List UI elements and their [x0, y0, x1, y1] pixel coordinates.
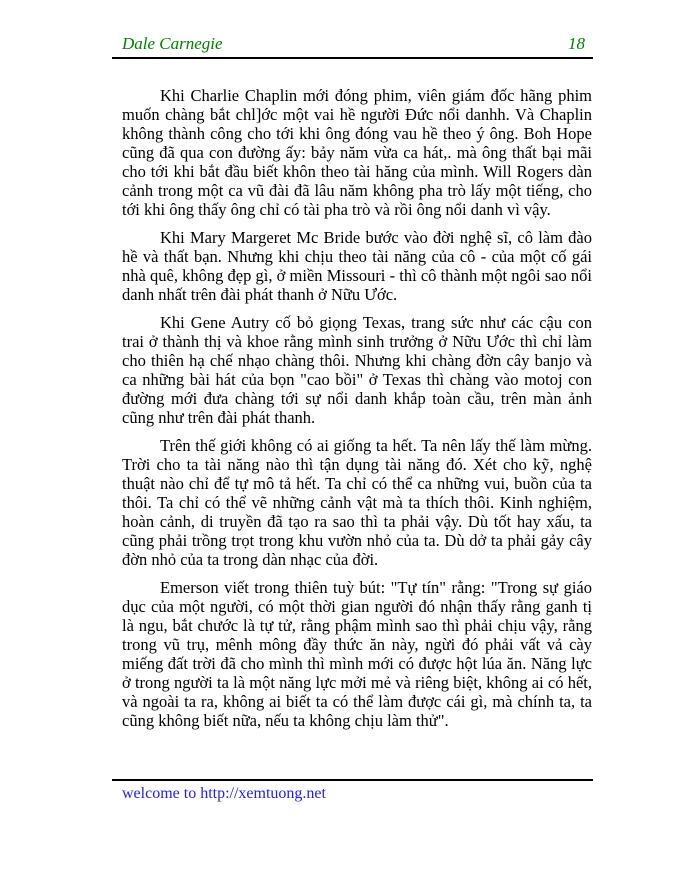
header-page-number: 18 [568, 34, 585, 53]
paragraph: Khi Charlie Chaplin mới đóng phim, viên giám đốc hãng phim muốn chàng bắt chl]ớc một vai hề người Đức nổi danhh. Và Chaplin không thành công cho tới khi ông đóng vau hề theo ý ông. Boh Hope cũng đã qua con đường ấy: bảy năm vừa ca hát,. mà ông thất bại mãi cho tới khi bắt đầu biết khôn theo tài hăng của mình. Will Rogers dàn cảnh trong một ca vũ đài đã lâu năm không pha trò lấy một tiếng, cho tới khi ông thấy ông chỉ có tài pha trò và rồi ông nổi danh vì vậy. [122, 86, 592, 219]
page-footer [112, 779, 593, 803]
paragraph: Trên thế giới không có ai giống ta hết. Ta nên lấy thế làm mừng. Trời cho ta tài năng nào thì tận dụng tài năng đó. Xét cho kỹ, nghệ thuật nào chỉ để tự mô tả hết. Ta chỉ có thể ca những vui, buồn của ta thôi. Ta chỉ có thể vẽ những cảnh vật mà ta thích thôi. Kinh nghiệm, hoàn cảnh, di truyền đã tạo ra sao thì ta phải vậy. Dù tốt hay xấu, ta cũng phải trồng trọt trong khu vườn nhỏ của ta. Dù dở ta phải gảy cây đờn nhỏ của ta trong dàn nhạc của đời. [122, 436, 592, 569]
paragraph: Khi Mary Margeret Mc Bride bước vào đời nghệ sĩ, cô làm đào hề và thất bạn. Nhưng khi chịu theo tài năng của cô - của một cố gái nhà quê, không đẹp gì, ở miền Missouri - thì cô thành một ngôi sao nổi danh nhất trên đài phát thanh ở Nữu Ước. [122, 228, 592, 304]
paragraph: Khi Gene Autry cố bỏ giọng Texas, trang sức như các cậu con trai ở thành thị và khoe rằng mình sinh trưởng ở Nữu Ước thì chỉ làm cho thiên hạ chế nhạo chàng thôi. Nhưng khi chàng đờn cây banjo và ca những bài hát của bọn "cao bồi" ở Texas thì chàng vào motoj con đường mới đưa chàng tới sự nổi danh khắp toàn cầu, trên màn ảnh cũng như trên đài phát thanh. [122, 313, 592, 427]
page-header [112, 34, 593, 59]
footer-website-link[interactable]: welcome to http://xemtuong.net [122, 785, 326, 802]
header-author: Dale Carnegie [122, 34, 223, 53]
paragraph: Emerson viết trong thiên tuỳ bút: "Tự tín" rằng: "Trong sự giáo dục của một người, có một thời gian người đó nhận thấy rằng ganh tị là ngu, bắt chước là tự tử, rằng phậm mình sao thì phải chịu vậy, rằng trong vũ trụ, mênh mông đầy thức ăn này, ngừi đó phải vất vả cày miếng đất trời đã cho mình thì mình mới có được hột lúa ăn. Năng lực ở trong người ta là một năng lực mởi mẻ và riêng biệt, không ai có hết, và ngoài ta ra, không ai biết ta có thể làm được cái gì, mà chính ta, ta cũng không biết nữa, nếu ta không chịu làm thử". [122, 578, 592, 730]
page-body-text [122, 86, 592, 739]
